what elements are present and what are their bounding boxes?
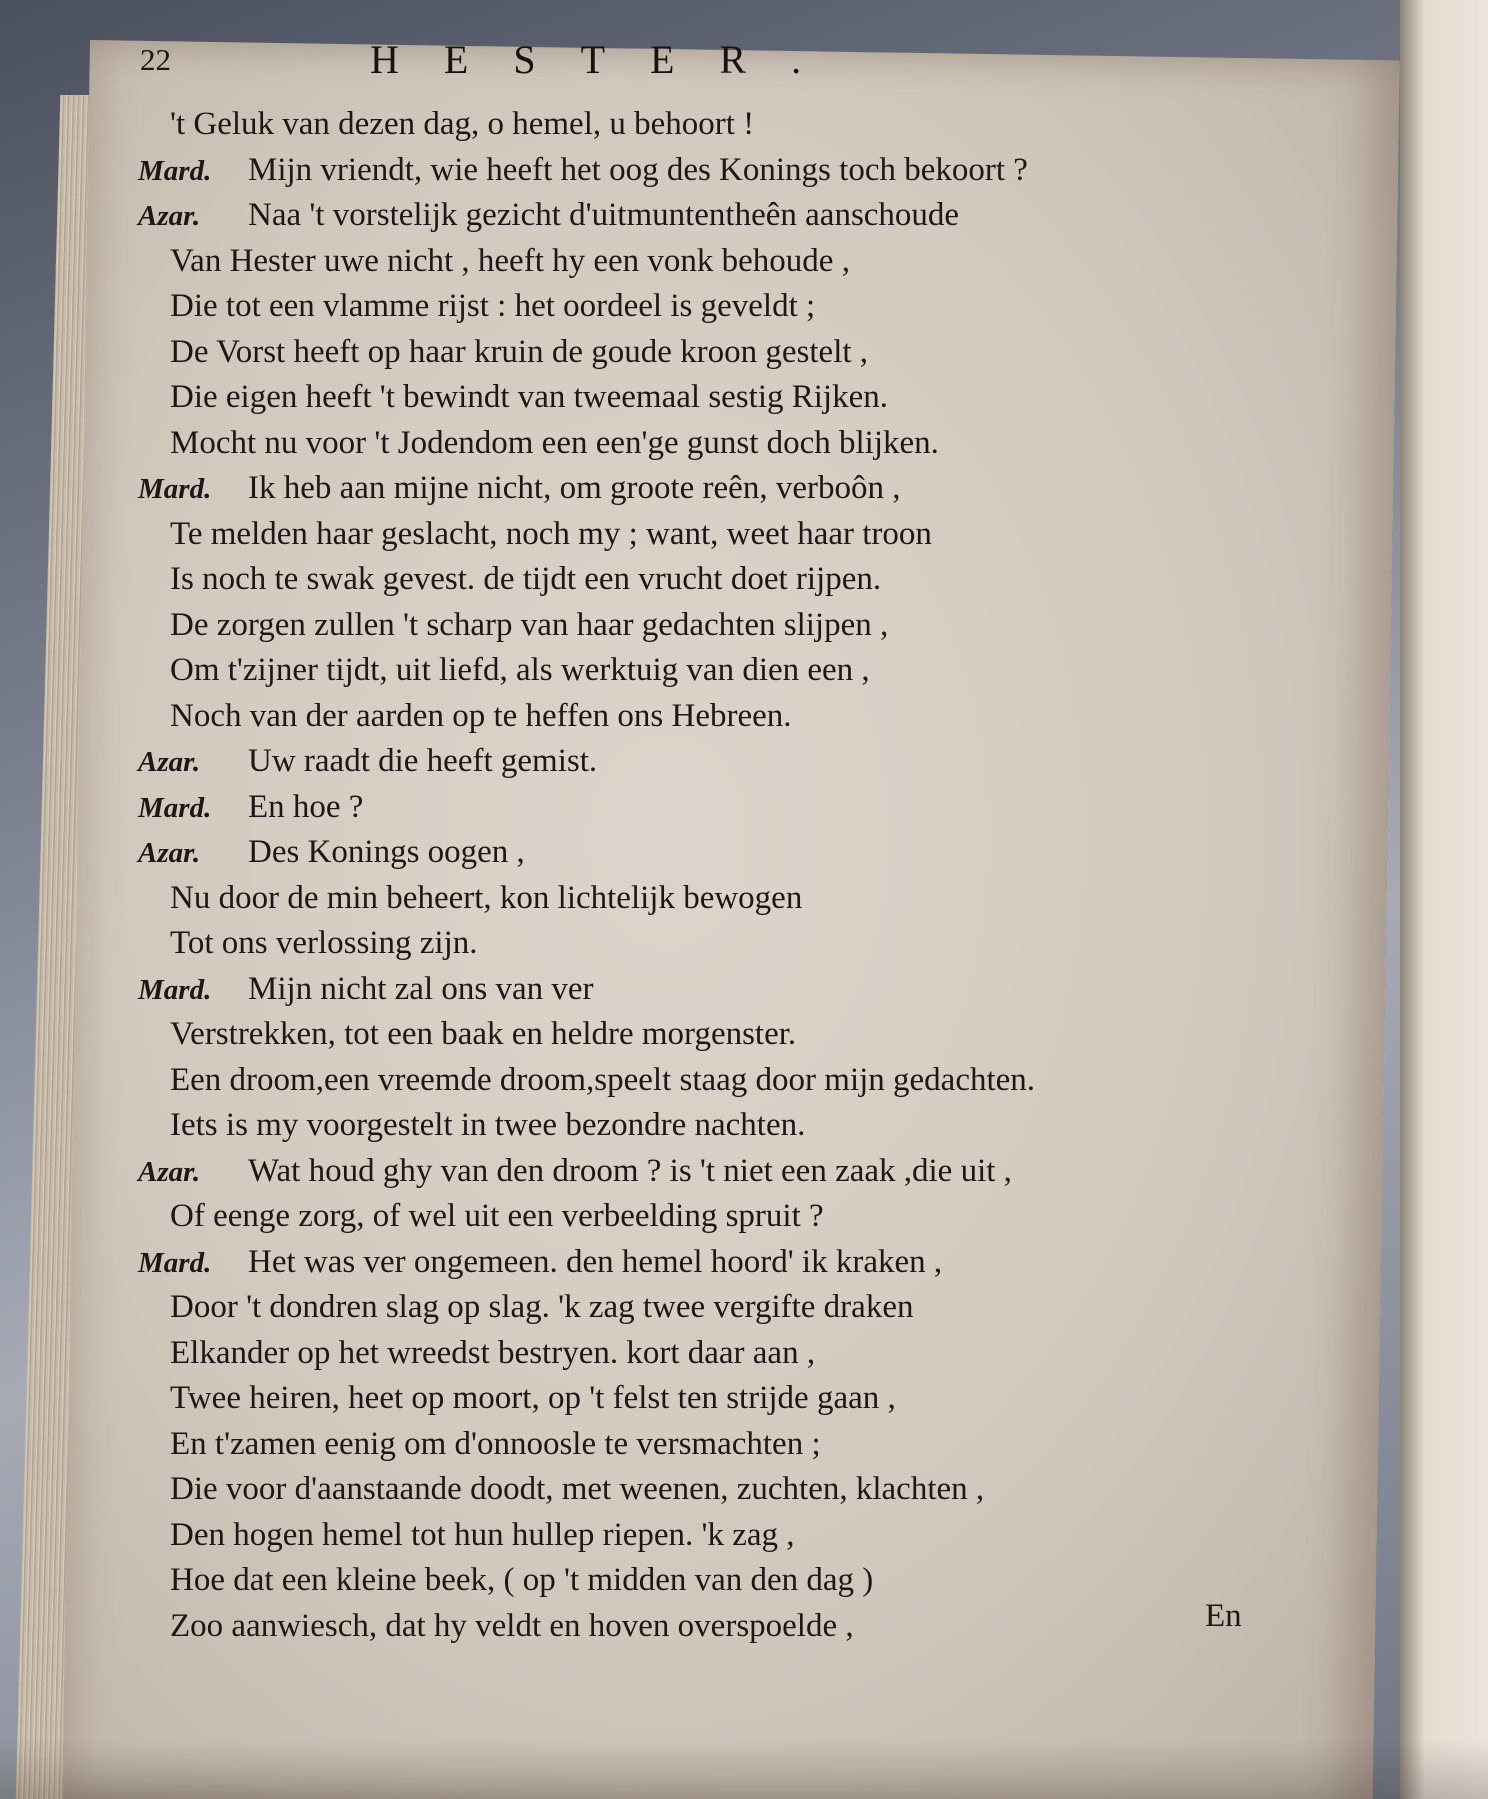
verse-text: Iets is my voorgestelt in twee bezondre nachten. — [170, 1107, 806, 1143]
verse-text: Tot ons verlossing zijn. — [170, 925, 478, 961]
verse-text: Of eenge zorg, of wel uit een verbeelding spruit ? — [170, 1198, 824, 1234]
verse-line — [138, 193, 1288, 239]
verse-line — [138, 830, 1288, 876]
speaker-name: Mard. — [138, 473, 212, 505]
verse-text: Een droom,een vreemde droom,speelt staag door mijn gedachten. — [170, 1061, 1036, 1098]
verse-text: Uw raadt die heeft gemist. — [248, 743, 598, 779]
verse-text: Twee heiren, heet op moort, op 't felst ten strijde gaan , — [170, 1380, 896, 1416]
speaker-name: Mard. — [138, 1246, 212, 1279]
verse-text: Ik heb aan mijne nicht, om groote reên, verboôn , — [248, 470, 901, 506]
verse-line — [138, 1376, 1288, 1422]
verse-text: Elkander op het wreedst bestryen. kort daar aan , — [170, 1334, 816, 1371]
verse-text: Die eigen heeft 't bewindt van tweemaal sestig Rijken. — [170, 379, 888, 415]
verse-text: Naa 't vorstelijk gezicht d'uitmuntentheên aanschoude — [248, 197, 960, 233]
verse-line — [138, 1467, 1288, 1513]
verse-line — [138, 102, 1288, 148]
verse-text: Die voor d'aanstaande doodt, met weenen, zuchten, klachten , — [170, 1471, 985, 1507]
verse-text: De zorgen zullen 't scharp van haar gedachten slijpen , — [170, 606, 889, 643]
verse-line — [138, 1240, 1288, 1286]
verse-line — [138, 557, 1288, 603]
verse-text: En hoe ? — [248, 788, 364, 825]
verse-text: Mocht nu voor 't Jodendom een een'ge gunst doch blijken. — [170, 424, 939, 461]
verse-text: Noch van der aarden op te heffen ons Hebreen. — [170, 697, 792, 734]
verse-line — [138, 1149, 1288, 1195]
speaker-name: Azar. — [138, 200, 201, 232]
verse-line — [138, 876, 1288, 922]
verse-line — [138, 1012, 1288, 1058]
page-header — [140, 37, 1040, 92]
verse-line — [138, 284, 1288, 330]
verse-line — [138, 239, 1288, 285]
verse-text: Zoo aanwiesch, dat hy veldt en hoven overspoelde , — [170, 1607, 854, 1644]
verse-text: Verstrekken, tot een baak en heldre morgenster. — [170, 1016, 797, 1052]
verse-text: Den hogen hemel tot hun hullep riepen. 'k zag , — [170, 1516, 795, 1553]
verse-line — [138, 466, 1288, 512]
speaker-name: Mard. — [138, 973, 212, 1006]
verse-line — [138, 967, 1288, 1013]
speaker-name: Azar. — [138, 746, 201, 778]
verse-line — [138, 1558, 1288, 1604]
speaker-name: Azar. — [138, 1155, 201, 1188]
running-title: HESTER. — [370, 37, 847, 82]
verse-text: Is noch te swak gevest. de tijdt een vrucht doet rijpen. — [170, 561, 882, 597]
catchword: En — [1205, 1598, 1242, 1634]
verse-text: Nu door de min beheert, kon lichtelijk bewogen — [170, 879, 803, 916]
verse-text: En t'zamen eenig om d'onnoosle te versmachten ; — [170, 1425, 821, 1462]
verse-text: Des Konings oogen , — [248, 834, 525, 870]
verse-line — [138, 603, 1288, 649]
verse-text: Het was ver ongemeen. den hemel hoord' ik kraken , — [248, 1243, 943, 1280]
verse-text: 't Geluk van dezen dag, o hemel, u behoort ! — [170, 106, 755, 142]
verse-line — [138, 148, 1288, 194]
verse-text: Mijn nicht zal ons van ver — [248, 970, 594, 1007]
verse-line — [138, 1513, 1288, 1559]
verse-text: De Vorst heeft op haar kruin de goude kroon gestelt , — [170, 333, 869, 370]
verse-line — [138, 648, 1288, 694]
verse-line — [138, 1604, 1288, 1650]
verse-line — [138, 1422, 1288, 1468]
speaker-name: Mard. — [138, 791, 212, 824]
verse-text: Te melden haar geslacht, noch my ; want, weet haar troon — [170, 515, 932, 552]
verse-text: Van Hester uwe nicht , heeft hy een vonk behoude , — [170, 242, 850, 279]
verse-line — [138, 1194, 1288, 1240]
verse-line — [138, 1103, 1288, 1149]
verse-line — [138, 1331, 1288, 1377]
page-number: 22 — [140, 42, 171, 77]
verse-line — [138, 785, 1288, 831]
verse-text: Door 't dondren slag op slag. 'k zag twee vergifte draken — [170, 1289, 914, 1325]
verse-line — [138, 921, 1288, 967]
verse-line — [138, 694, 1288, 740]
play-text — [138, 102, 1288, 1649]
verse-line — [138, 1285, 1288, 1331]
verse-line — [138, 512, 1288, 558]
verse-line — [138, 1058, 1288, 1104]
facing-page-edge — [1400, 0, 1488, 1799]
verse-line — [138, 375, 1288, 421]
speaker-name: Mard. — [138, 154, 212, 187]
verse-text: Om t'zijner tijdt, uit liefd, als werktuig van dien een , — [170, 652, 870, 688]
verse-text: Hoe dat een kleine beek, ( op 't midden van den dag ) — [170, 1562, 874, 1598]
verse-line — [138, 421, 1288, 467]
verse-line — [138, 330, 1288, 376]
verse-text: Die tot een vlamme rijst : het oordeel is geveldt ; — [170, 288, 816, 324]
speaker-name: Azar. — [138, 837, 201, 869]
bottom-shadow — [0, 1739, 1488, 1799]
verse-line — [138, 739, 1288, 785]
verse-text: Mijn vriendt, wie heeft het oog des Konings toch bekoort ? — [248, 151, 1028, 188]
verse-text: Wat houd ghy van den droom ? is 't niet een zaak ,die uit , — [248, 1152, 1012, 1189]
